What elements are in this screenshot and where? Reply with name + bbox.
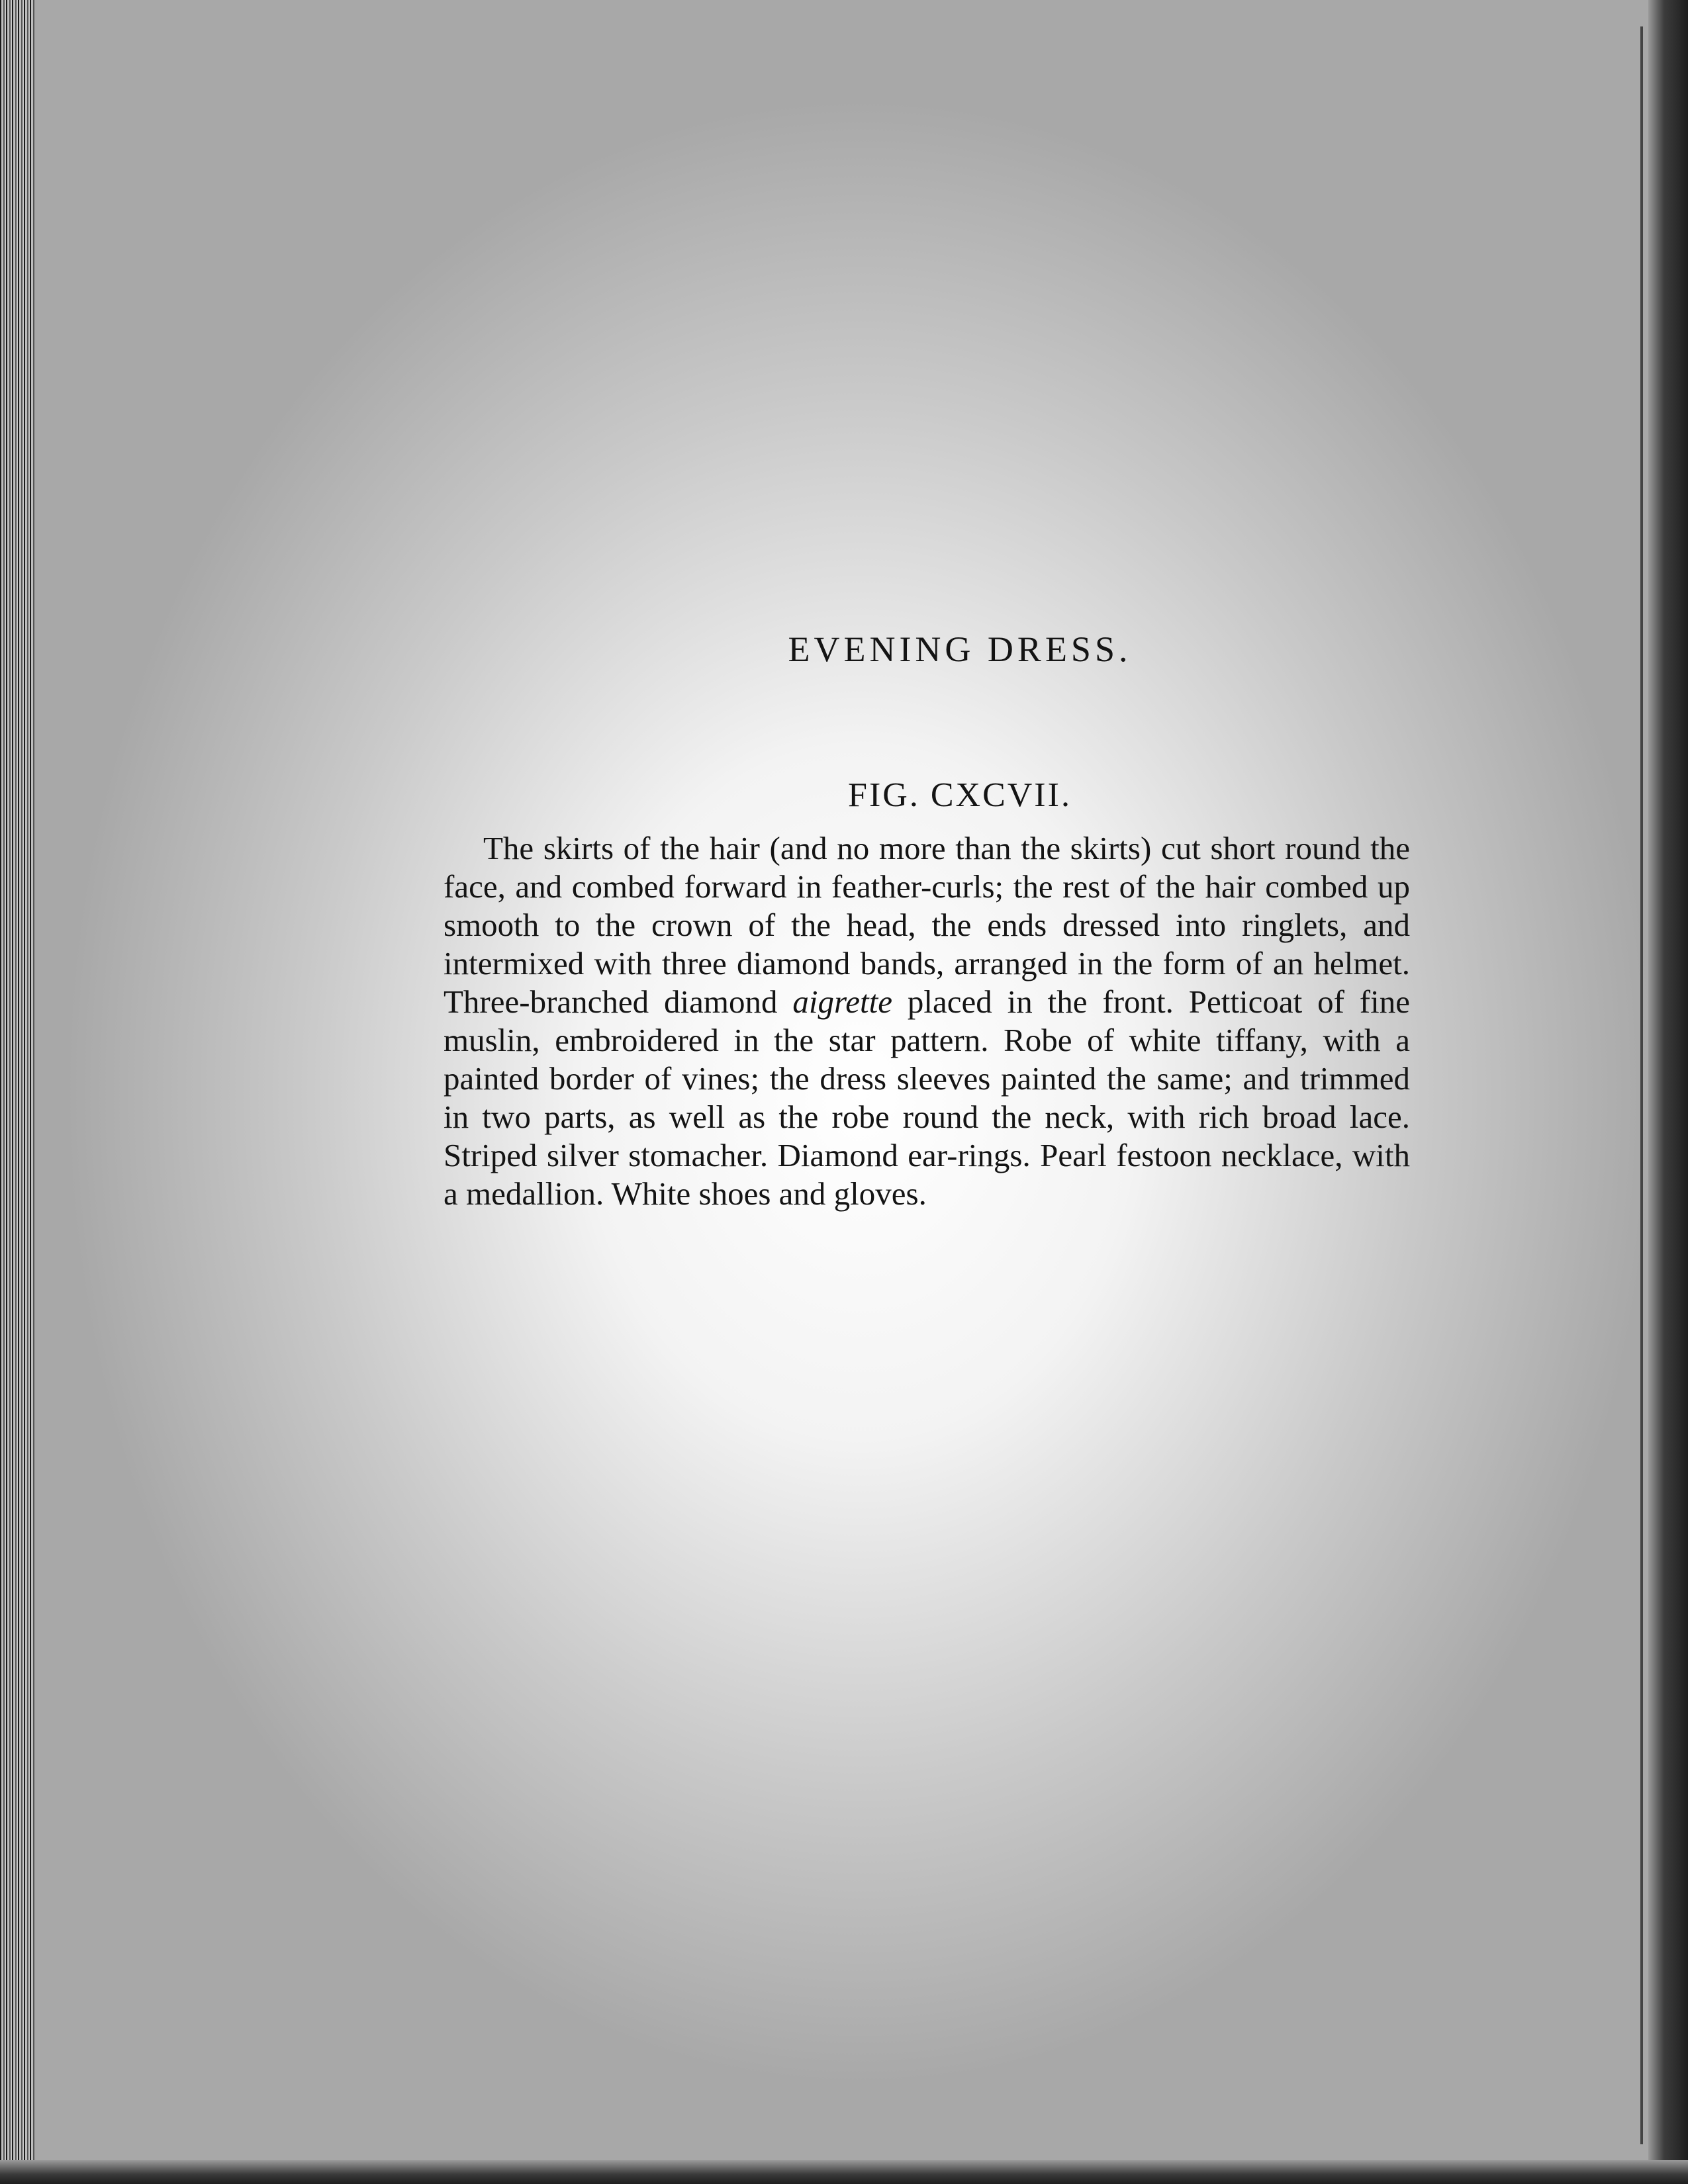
page-border-line: [1640, 26, 1643, 2144]
description-paragraph: [444, 829, 1410, 1213]
page-title: EVENING DRESS.: [788, 629, 1132, 669]
text-block: [444, 629, 1410, 1213]
page-edge-stack: [0, 0, 34, 2184]
paragraph-italic-term: aigrette: [792, 983, 892, 1020]
paragraph-text-part2: placed in the front. Petticoat of fine muslin, embroidered in the star pattern. Robe of white tiffany, with a painted border of vines; the dress sleeves painted the same; and trimmed in two parts, as well as the robe round the neck, with rich broad lace. Striped silver stomacher. Diamond ear-rings. Pearl festoon necklace, with a medallion. White shoes and gloves.: [444, 983, 1410, 1212]
figure-heading: FIG. CXCVII.: [848, 776, 1072, 814]
paragraph-text-part1: The skirts of the hair (and no more than the skirts) cut short round the face, and combed forward in feather-curls; the rest of the hair combed up smooth to the crown of the head, the ends dressed into ringlets, and intermixed with three diamond bands, arranged in the form of an helmet. Three-branched diamond: [444, 830, 1410, 1020]
bottom-page-edge: [0, 2160, 1688, 2184]
right-page-edge: [1648, 0, 1688, 2184]
